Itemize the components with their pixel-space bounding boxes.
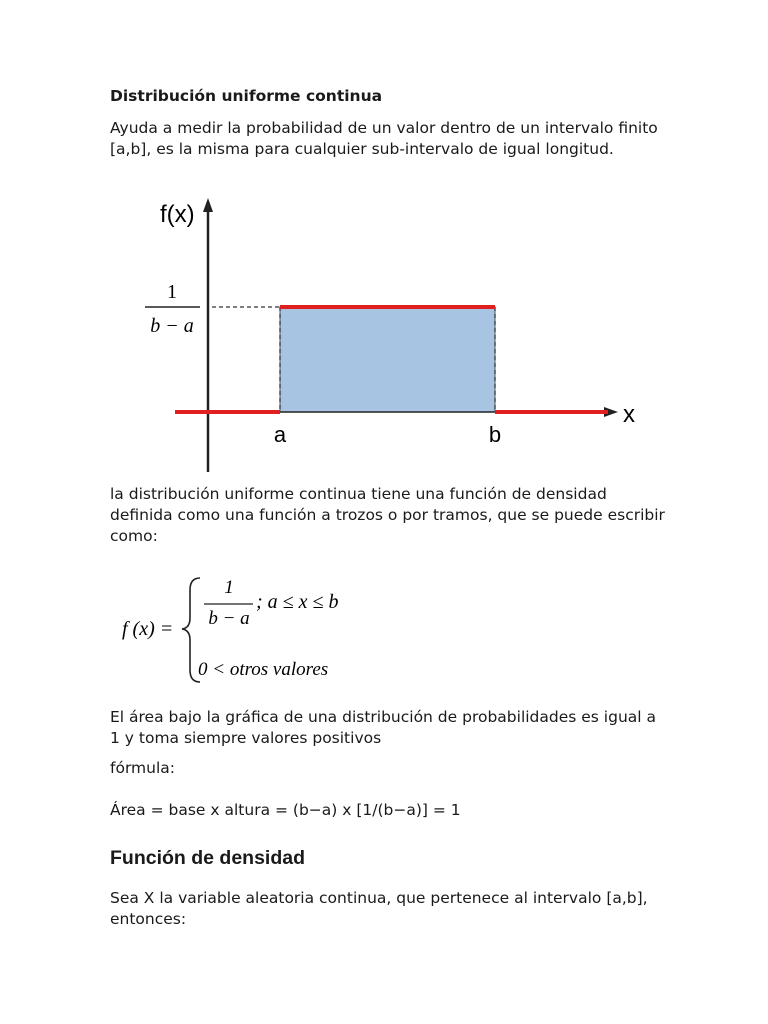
- density-definition-paragraph: Sea X la variable aleatoria continua, que pertenece al intervalo [a,b], entonces:: [110, 889, 648, 928]
- area-formula: Área = base x altura = (b−a) x [1/(b−a)] = 1: [110, 801, 461, 819]
- document-heading: Distribución uniforme continua: [110, 87, 383, 105]
- tick-label-b: b: [488, 422, 502, 447]
- area-paragraph: El área bajo la gráfica de una distribución de probabilidades es igual a 1 y toma siempre valores positivos: [110, 708, 657, 747]
- height-numerator: 1: [167, 281, 177, 303]
- section-title: Función de densidad: [110, 847, 306, 869]
- formula-condition: ; a ≤ x ≤ b: [256, 591, 339, 613]
- formula-lhs: f (x) =: [122, 618, 174, 640]
- probability-area: [280, 307, 495, 412]
- x-axis-label: x: [623, 401, 635, 428]
- formula-denominator: b − a: [208, 608, 250, 629]
- tick-label-a: a: [273, 422, 287, 447]
- y-axis-arrow: [203, 198, 213, 212]
- y-axis-label: f(x): [160, 201, 195, 228]
- formula-label: fórmula:: [110, 759, 175, 777]
- formula-second-case: 0 < otros valores: [198, 659, 329, 680]
- density-paragraph: la distribución uniforme continua tiene una función de densidad definida como una función a trozos o por tramos, que se puede escribir como:: [110, 485, 665, 545]
- formula-numerator: 1: [224, 577, 234, 598]
- intro-paragraph: Ayuda a medir la probabilidad de un valor dentro de un intervalo finito [a,b], es la misma para cualquier sub-intervalo de igual longitud.: [110, 119, 658, 158]
- piecewise-formula: [118, 572, 378, 687]
- height-denominator: b − a: [150, 315, 194, 337]
- uniform-distribution-graph: [130, 190, 650, 480]
